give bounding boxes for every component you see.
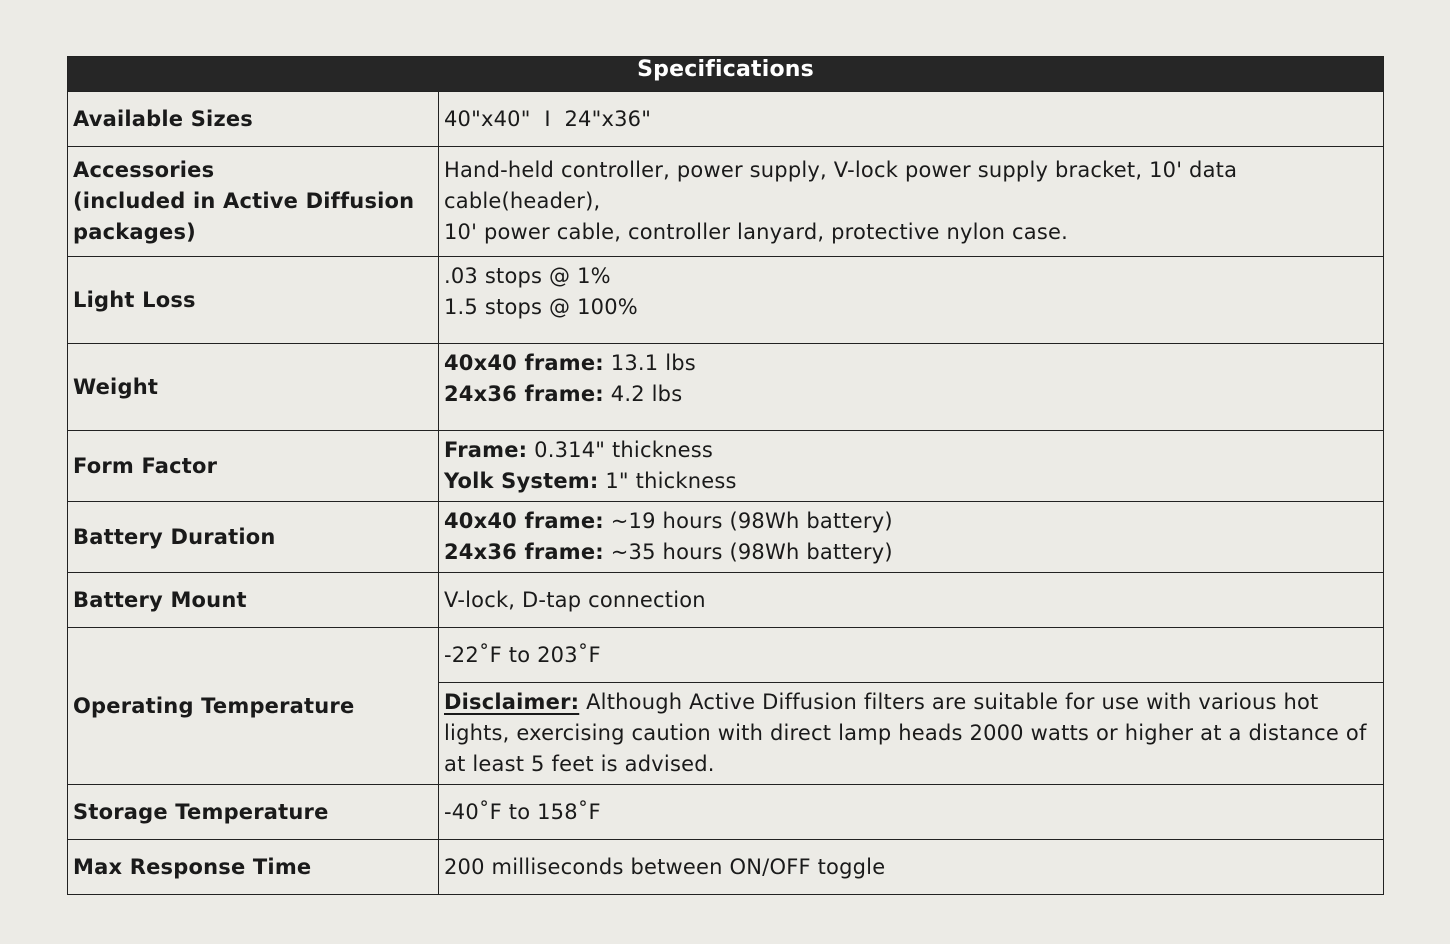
table-row [68,257,1384,344]
spec-key: 40x40 frame: [444,509,604,533]
table-row [68,785,1384,840]
row-label-form-factor: Form Factor [68,431,439,502]
spec-value: 1" thickness [598,469,737,493]
value-line: cable(header), [444,189,601,213]
value-line [444,537,1378,568]
table-row [68,573,1384,628]
row-value-max-response-time: 200 milliseconds between ON/OFF toggle [439,840,1384,895]
spec-key: Frame: [444,438,528,462]
table-row [68,344,1384,431]
row-label-battery-duration: Battery Duration [68,502,439,573]
row-label-accessories [68,147,439,257]
row-value-disclaimer [439,683,1384,785]
table-row [68,502,1384,573]
spec-value: ~19 hours (98Wh battery) [603,509,893,533]
value-line [444,435,1378,466]
spec-key: 24x36 frame: [444,382,604,406]
value-line: 1.5 stops @ 100% [444,295,638,319]
row-label-available-sizes: Available Sizes [68,92,439,147]
spec-value: 13.1 lbs [603,351,696,375]
disclaimer-label: Disclaimer: [444,690,580,714]
label-line: packages) [73,220,196,244]
value-line [444,466,1378,497]
specifications-table [67,56,1384,895]
spec-value: 0.314" thickness [527,438,713,462]
row-label-storage-temperature: Storage Temperature [68,785,439,840]
table-row [68,840,1384,895]
table-row [68,147,1384,257]
row-value-accessories [439,147,1384,257]
table-row [68,431,1384,502]
row-value-form-factor [439,431,1384,502]
value-line [444,379,1378,410]
row-value-battery-mount: V-lock, D-tap connection [439,573,1384,628]
value-line: .03 stops @ 1% [444,264,611,288]
value-line: 10' power cable, controller lanyard, protective nylon case. [444,220,1069,244]
spec-key: 40x40 frame: [444,351,604,375]
row-label-max-response-time: Max Response Time [68,840,439,895]
label-line: (included in Active Diffusion [73,189,415,213]
value-line [444,506,1378,537]
row-label-battery-mount: Battery Mount [68,573,439,628]
row-label-weight: Weight [68,344,439,431]
row-label-light-loss: Light Loss [68,257,439,344]
row-value-storage-temperature: -40˚F to 158˚F [439,785,1384,840]
row-label-operating-temperature: Operating Temperature [68,628,439,785]
disclaimer-text: Although Active Diffusion filters are suitable for use with various hot lights, exercising caution with direct lamp heads 2000 watts or higher at a distance of at least 5 feet is advised. [444,690,1367,776]
table-row [68,92,1384,147]
spec-value: 4.2 lbs [603,382,683,406]
row-value-battery-duration [439,502,1384,573]
spec-key: 24x36 frame: [444,540,604,564]
row-value-available-sizes: 40"x40" I 24"x36" [439,92,1384,147]
row-value-weight [439,344,1384,431]
label-line: Accessories [73,158,215,182]
row-value-operating-temperature: -22˚F to 203˚F [439,628,1384,683]
value-line [444,348,1378,379]
table-row [68,628,1384,683]
row-value-light-loss [439,257,1384,344]
spec-value: ~35 hours (98Wh battery) [603,540,893,564]
spec-key: Yolk System: [444,469,599,493]
table-title: Specifications [68,57,1384,92]
value-line: Hand-held controller, power supply, V-lock power supply bracket, 10' data [444,158,1238,182]
